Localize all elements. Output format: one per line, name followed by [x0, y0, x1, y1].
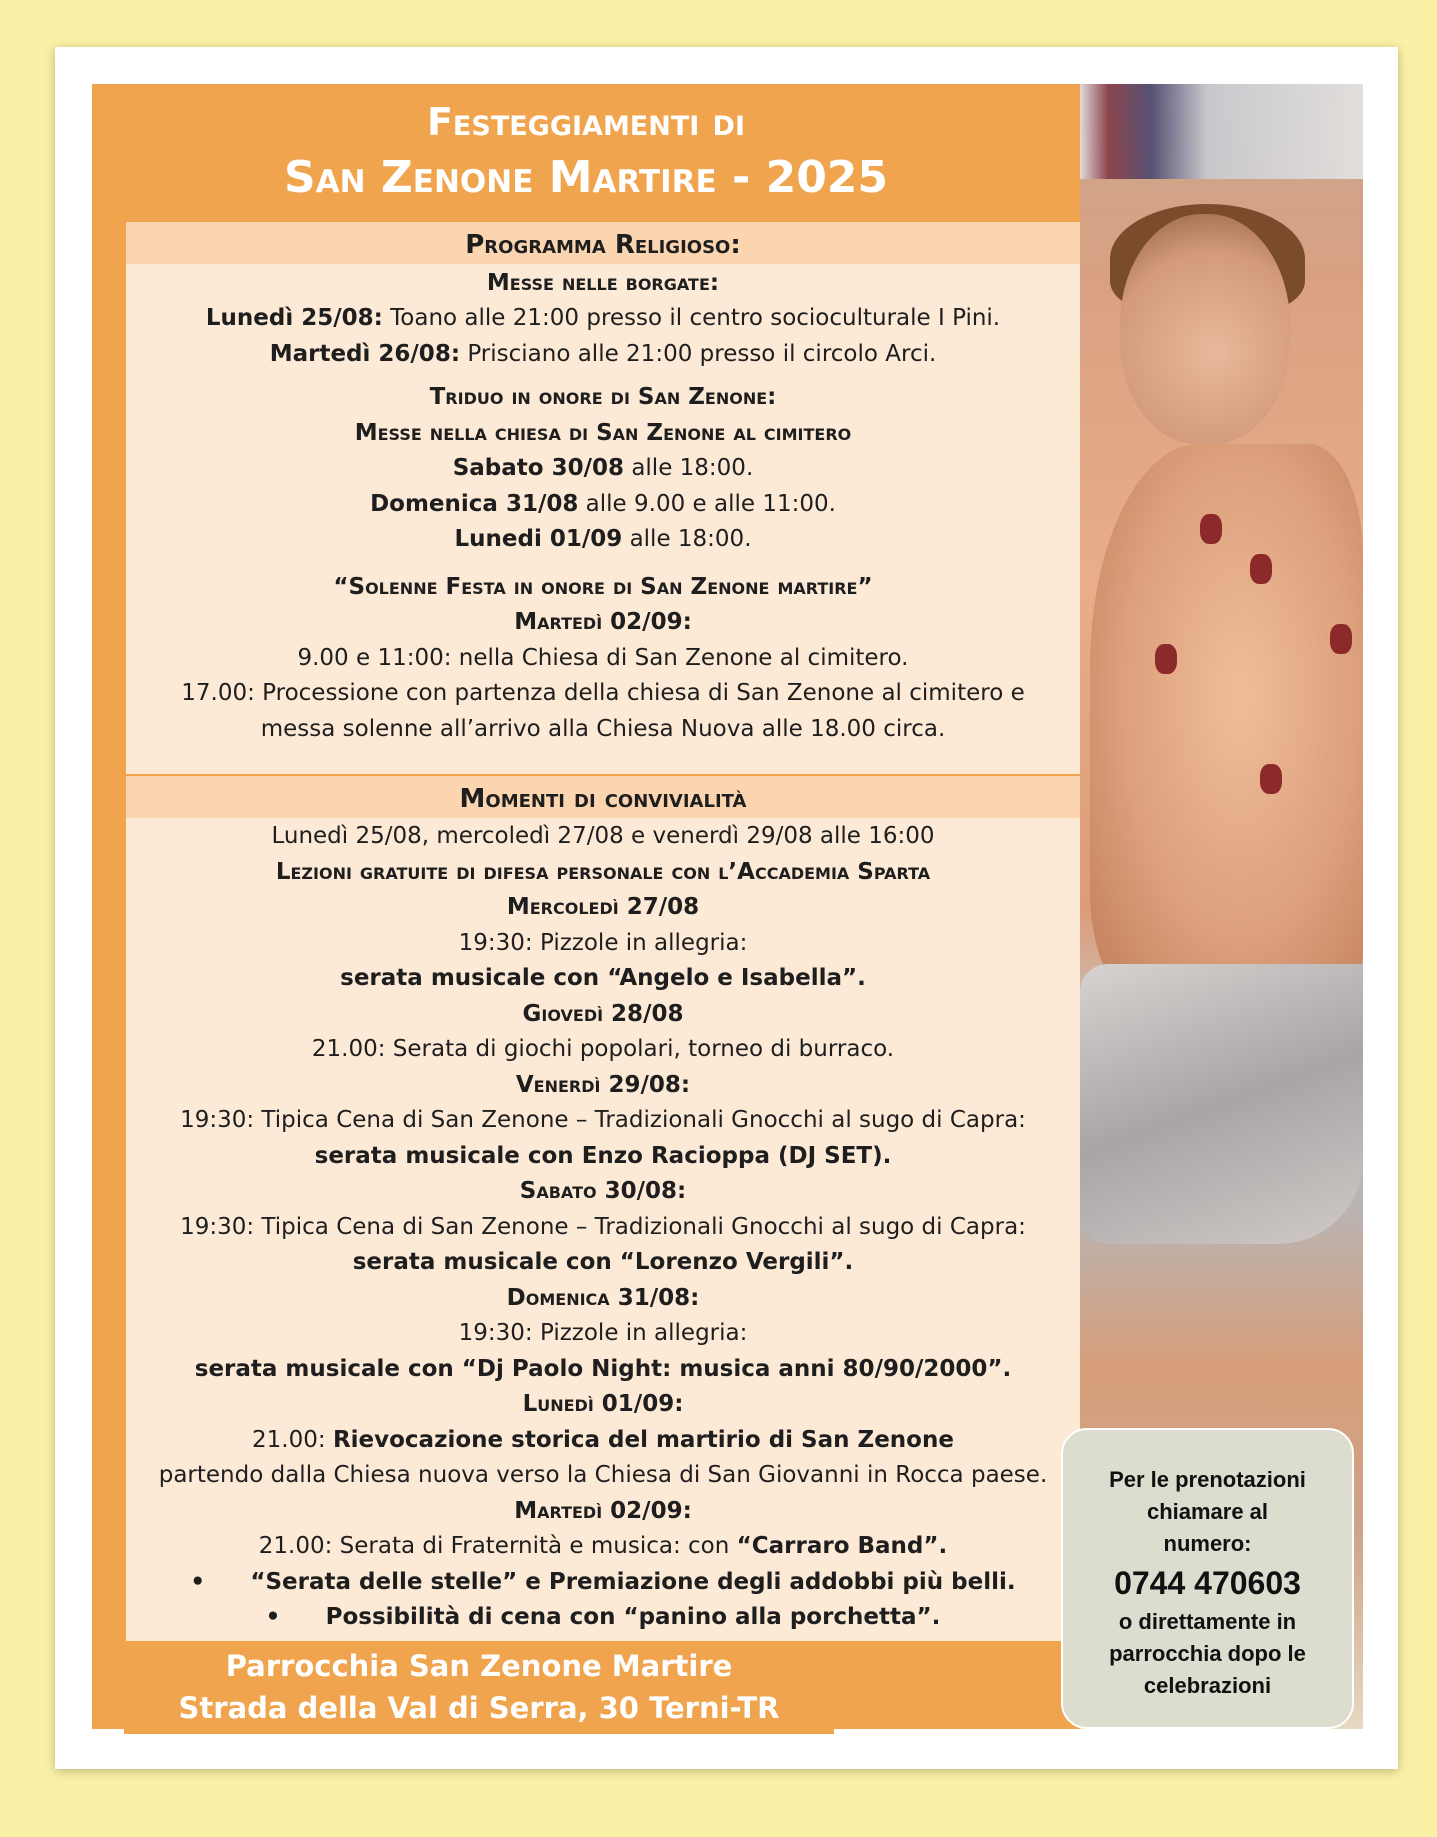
booking-contact-box [1061, 1428, 1354, 1729]
triduo-subtitle: Messe nella chiesa di San Zenone al cimitero [354, 419, 852, 446]
statue-torso [1090, 444, 1363, 1004]
religioso-heading: Programma Religioso: [465, 230, 741, 260]
festa-line-3: messa solenne all’arrivo alla Chiesa Nuova alle 18.00 circa. [260, 715, 946, 742]
triduo-day: Domenica 31/08 [370, 490, 579, 517]
festa-title: “Solenne Festa in onore di San Zenone martire” [333, 573, 873, 600]
festa-line-2: 17.00: Processione con partenza della chiesa di San Zenone al cimitero e [181, 680, 1025, 706]
borgate-line-2 [126, 337, 1080, 373]
triduo-line-1 [126, 451, 1080, 487]
festa-day: Martedì 02/09: [514, 609, 692, 635]
conv-lezioni: Lezioni gratuite di difesa personale con l’Accademia Sparta [275, 858, 931, 885]
statue-head [1120, 214, 1290, 444]
borgate-line-1 [126, 301, 1080, 337]
conv-mar-line-1 [126, 1529, 1080, 1565]
religioso-content [126, 225, 1080, 747]
contact-line-1: Per le prenotazioni [1109, 1467, 1306, 1492]
triduo-line-3 [126, 522, 1080, 558]
conv-intro: Lunedì 25/08, mercoledì 27/08 e venerdì 29/08 alle 16:00 [271, 823, 935, 849]
triduo-text: alle 18:00. [622, 526, 752, 552]
conv-dom-day: Domenica 31/08: [506, 1284, 700, 1311]
triduo-line-2 [126, 487, 1080, 523]
poster-title [92, 96, 1080, 208]
conv-ven-line-1: 19:30: Tipica Cena di San Zenone – Tradizionali Gnocchi al sugo di Capra: [180, 1107, 1026, 1133]
borgate-text: Toano alle 21:00 presso il centro socioculturale I Pini. [382, 305, 1001, 331]
wound-mark [1250, 554, 1272, 584]
conv-bullet-2 [126, 1600, 1080, 1636]
contact-line-3: numero: [1163, 1531, 1252, 1556]
triduo-day: Sabato 30/08 [452, 455, 625, 481]
bullet-icon [266, 1604, 326, 1630]
contact-line-6: celebrazioni [1143, 1673, 1272, 1698]
conv-gio-day: Giovedì 28/08 [522, 1000, 684, 1027]
wound-mark [1200, 514, 1222, 544]
statue-cloth [1080, 964, 1363, 1244]
triduo-text: alle 18:00. [624, 455, 754, 481]
conv-lun-time: 21.00: [252, 1426, 333, 1453]
contact-line-4: o direttamente in [1118, 1609, 1297, 1634]
conv-bullet-1 [126, 1565, 1080, 1601]
bullet-icon [190, 1569, 250, 1595]
wound-mark [1260, 764, 1282, 794]
conv-sab-day: Sabato 30/08: [519, 1178, 687, 1204]
conv-lun-line-1 [126, 1423, 1080, 1459]
title-line-1: Festeggiamenti di [426, 100, 746, 144]
conv-mar-day: Martedì 02/09: [514, 1497, 692, 1524]
borgate-day: Martedì 26/08: [269, 340, 461, 367]
wound-mark [1330, 624, 1352, 654]
conv-lun-day: Lunedì 01/09: [522, 1391, 684, 1417]
conv-mar-band: “Carraro Band”. [736, 1533, 948, 1559]
triduo-day: Lunedi 01/09 [454, 526, 623, 552]
triduo-title: Triduo in onore di San Zenone: [429, 384, 777, 410]
conv-dom-line-2: serata musicale con “Dj Paolo Night: musica anni 80/90/2000”. [194, 1355, 1012, 1382]
conv-sab-line-1: 19:30: Tipica Cena di San Zenone – Tradizionali Gnocchi al sugo di Capra: [180, 1213, 1026, 1240]
conv-ven-line-2: serata musicale con Enzo Racioppa (DJ SET). [314, 1142, 892, 1169]
title-line-2: San Zenone Martire - 2025 [283, 152, 889, 203]
stained-glass-window [1080, 84, 1363, 179]
contact-line-2: chiamare al [1146, 1499, 1269, 1524]
parish-name: Parrocchia San Zenone Martire [225, 1649, 733, 1683]
borgate-day: Lunedì 25/08: [205, 305, 383, 331]
conv-mar-text: 21.00: Serata di Fraternità e musica: con [258, 1533, 737, 1559]
conv-ven-day: Venerdì 29/08: [515, 1071, 691, 1098]
conv-dom-line-1: 19:30: Pizzole in allegria: [458, 1320, 748, 1346]
bullet-text: Possibilità di cena con “panino alla porchetta”. [325, 1604, 941, 1630]
convivialita-heading: Momenti di convivialità [459, 784, 747, 814]
contact-line-5: parrocchia dopo le [1109, 1641, 1306, 1666]
bullet-text: “Serata delle stelle” e Premiazione degli addobbi più belli. [250, 1568, 1016, 1595]
conv-gio-line-1: 21.00: Serata di giochi popolari, torneo di burraco. [311, 1036, 895, 1062]
convivialita-content [126, 779, 1080, 1636]
conv-mer-line-1: 19:30: Pizzole in allegria: [458, 929, 748, 956]
borgate-title: Messe nelle borgate: [486, 270, 720, 296]
conv-lun-line-2: partendo dalla Chiesa nuova verso la Chiesa di San Giovanni in Rocca paese. [158, 1462, 1048, 1488]
triduo-text: alle 9.00 e alle 11:00. [578, 490, 836, 517]
conv-mer-day: Mercoledì 27/08 [506, 894, 700, 920]
parish-footer [124, 1641, 834, 1734]
conv-lun-event: Rievocazione storica del martirio di San Zenone [332, 1426, 954, 1453]
contact-phone: 0744 470603 [1114, 1565, 1301, 1601]
conv-mer-line-2: serata musicale con “Angelo e Isabella”. [340, 965, 866, 991]
conv-sab-line-2: serata musicale con “Lorenzo Vergili”. [352, 1249, 854, 1275]
wound-mark [1155, 644, 1177, 674]
borgate-text: Prisciano alle 21:00 presso il circolo Arci. [460, 340, 937, 367]
parish-address: Strada della Val di Serra, 30 Terni-TR [178, 1691, 780, 1725]
festa-line-1: 9.00 e 11:00: nella Chiesa di San Zenone al cimitero. [297, 644, 909, 671]
